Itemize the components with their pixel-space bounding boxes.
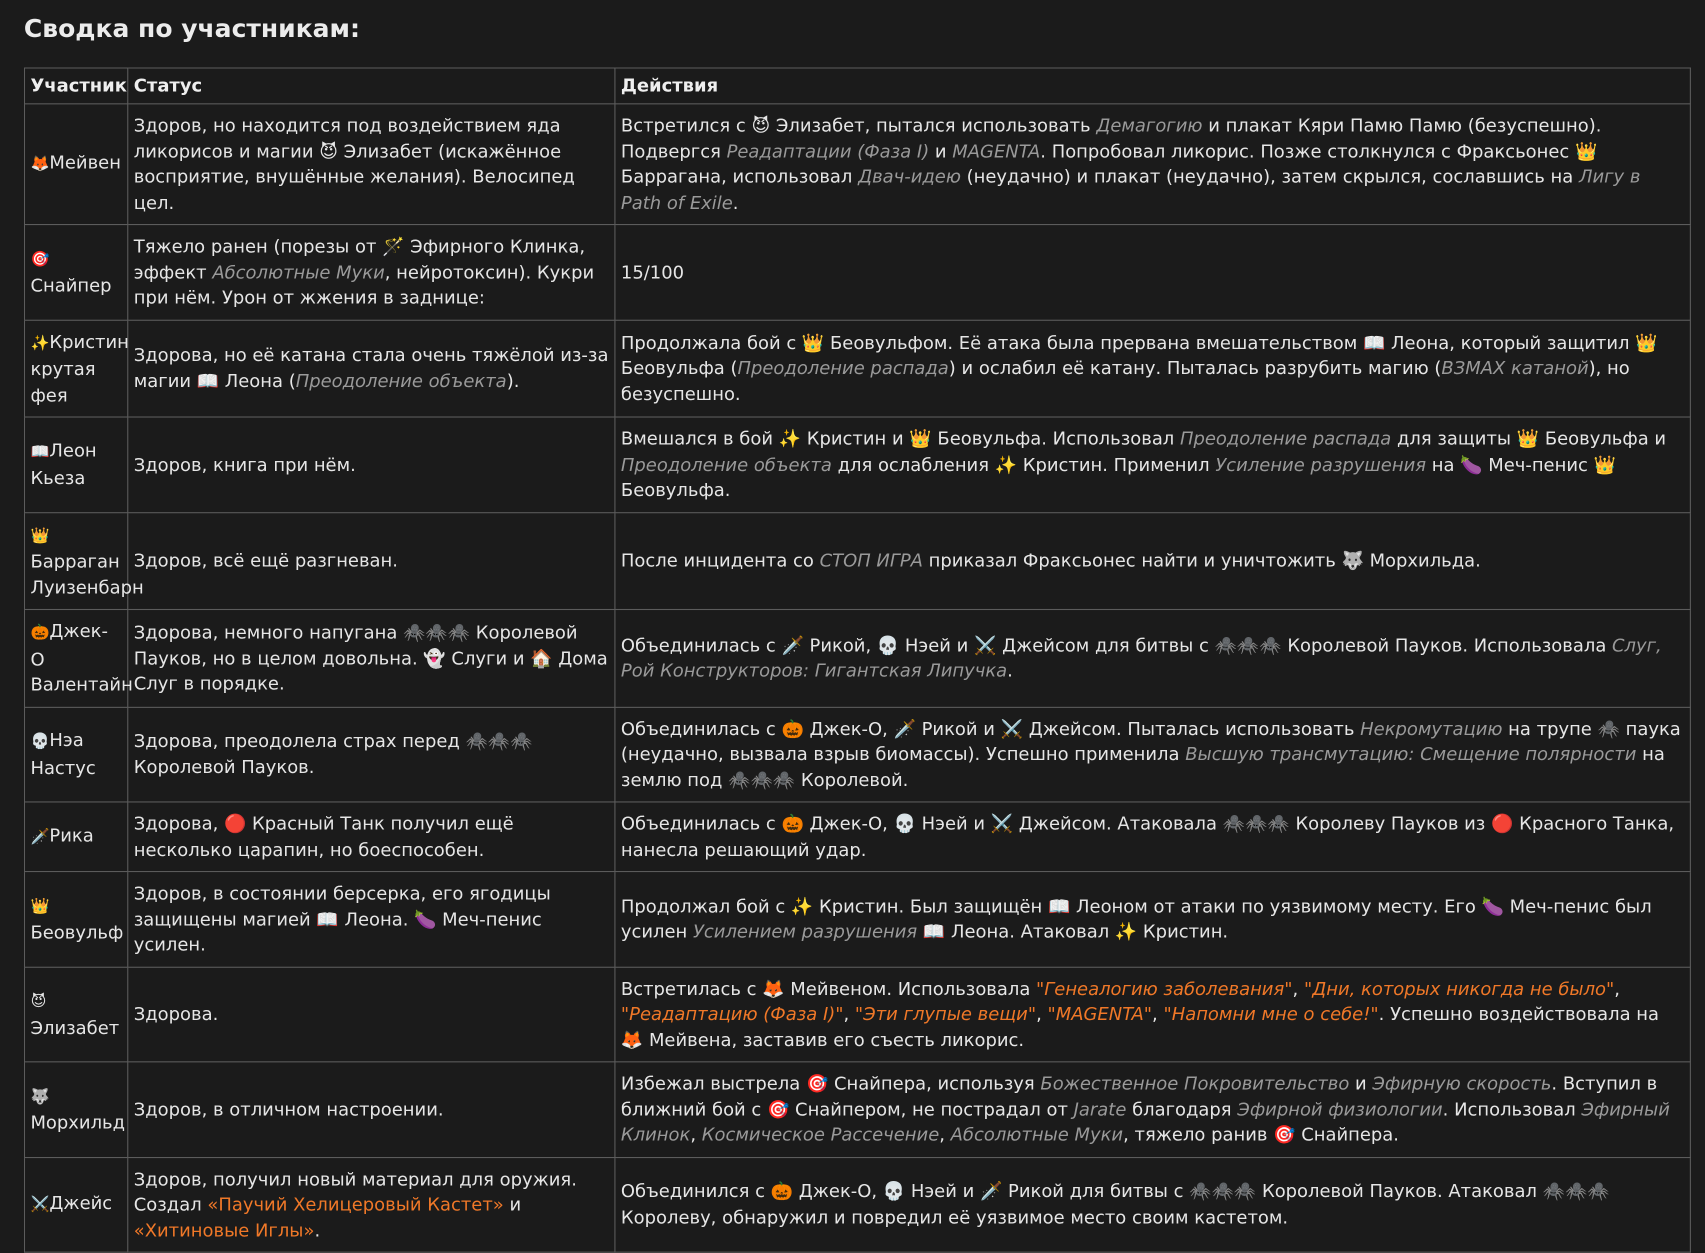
text-segment: Избежал выстрела bbox=[620, 1073, 806, 1094]
text-segment: 🍆 bbox=[414, 908, 437, 930]
participant-name: Снайпер bbox=[30, 275, 112, 297]
text-segment: Леона ( bbox=[219, 370, 296, 392]
text-segment: 🦊 bbox=[762, 978, 785, 999]
text-segment: 🎃 bbox=[781, 718, 804, 739]
status-cell bbox=[128, 320, 615, 417]
actions-cell bbox=[615, 512, 1690, 609]
table-row bbox=[24, 104, 1690, 225]
participant-emoji-icon: 🎃 bbox=[30, 624, 50, 642]
text-segment: ). bbox=[506, 370, 520, 392]
text-segment: Нэей и bbox=[915, 813, 991, 835]
text-segment: Королевой Пауков. Использовала bbox=[1281, 634, 1613, 656]
actions-cell bbox=[615, 707, 1690, 802]
participant-cell bbox=[24, 967, 127, 1062]
table-row bbox=[24, 417, 1690, 512]
actions-cell bbox=[615, 225, 1690, 320]
section-heading: Сводка по участникам: bbox=[23, 15, 360, 44]
table-row bbox=[24, 512, 1690, 609]
actions-cell bbox=[615, 104, 1690, 225]
status-cell bbox=[128, 872, 615, 967]
styled-term: Реадаптации (Фаза I) bbox=[726, 140, 930, 162]
text-segment: После инцидента со bbox=[620, 550, 820, 571]
text-segment: Красный Танк получил ещё несколько царапин, но боеспособен. bbox=[133, 813, 514, 860]
participant-name: Беовульф bbox=[30, 922, 124, 944]
table-row bbox=[24, 225, 1690, 320]
text-segment: Дома Слуг в порядке. bbox=[133, 647, 608, 694]
participant-emoji-icon: 💀 bbox=[30, 733, 50, 751]
text-segment: Здоров, в состоянии берсерка, его ягодицы защищены магией bbox=[133, 882, 551, 930]
participant-emoji-icon: 📖 bbox=[30, 443, 50, 461]
text-segment: , bbox=[690, 1124, 702, 1146]
text-segment: Кристин. Применил bbox=[1017, 453, 1216, 475]
text-segment: на трупе bbox=[1502, 718, 1598, 739]
text-segment: ⚔️ bbox=[974, 634, 997, 656]
text-segment: Нэей и bbox=[905, 1181, 980, 1202]
styled-term: Демагогию bbox=[1096, 115, 1203, 136]
text-segment: 🎯 bbox=[767, 1098, 790, 1120]
participant-cell bbox=[24, 1157, 127, 1252]
styled-term: Jarate bbox=[1073, 1098, 1127, 1120]
participant-name: Мейвен bbox=[49, 152, 121, 174]
table-row bbox=[24, 707, 1690, 802]
text-segment: Королевой Пауков. Атаковал bbox=[1256, 1181, 1543, 1202]
text-segment: Нэей и bbox=[899, 634, 975, 656]
text-segment: приказал Фраксьонес найти и уничтожить bbox=[922, 550, 1342, 571]
actions-cell bbox=[615, 609, 1690, 706]
styled-term: Преодоление объекта bbox=[295, 370, 507, 392]
text-segment: Рикой, bbox=[803, 634, 877, 656]
clipped-previous-text bbox=[120, 0, 620, 4]
participant-emoji-icon: 👑 bbox=[30, 897, 50, 916]
status-cell bbox=[128, 967, 615, 1062]
text-segment: 🐺 bbox=[1341, 550, 1364, 571]
styled-term: Эфирную скорость bbox=[1372, 1073, 1552, 1094]
text-segment: (неудачно) и плакат (неудачно), затем скрылся, сославшись на bbox=[960, 166, 1579, 188]
participant-cell bbox=[24, 802, 127, 872]
text-segment: ), но безуспешно. bbox=[620, 357, 1630, 404]
text-segment: 💀 bbox=[893, 813, 916, 835]
text-segment: и плакат Кяри Памю Памю (безуспешно). Подвергся bbox=[620, 115, 1602, 162]
text-segment: паука (неудачно, вызвала взрыв биомассы). Успешно применила bbox=[620, 718, 1681, 765]
text-segment: Продолжала бой с bbox=[620, 332, 802, 353]
styled-term: «Хитиновые Иглы» bbox=[133, 1219, 315, 1241]
actions-cell bbox=[615, 802, 1690, 872]
text-segment: 🪄 bbox=[382, 235, 405, 257]
text-segment: Королевой. bbox=[795, 769, 909, 790]
text-segment: Снайпера, используя bbox=[828, 1073, 1041, 1094]
text-segment: Рикой и bbox=[915, 718, 1001, 739]
table-row bbox=[24, 1157, 1690, 1252]
text-segment: , bbox=[1152, 1003, 1164, 1025]
text-segment: 🎃 bbox=[770, 1181, 794, 1202]
text-segment: 👑 bbox=[1635, 332, 1658, 353]
text-segment: Здоров, получил новый материал для оружия. Создал bbox=[133, 1168, 577, 1215]
status-cell bbox=[128, 417, 615, 512]
text-segment: Беовульфа. bbox=[620, 479, 731, 501]
text-segment: Красного Танка, нанесла решающий удар. bbox=[620, 813, 1675, 860]
text-segment: 🗡️ bbox=[781, 634, 804, 656]
participant-name: Джейс bbox=[49, 1192, 113, 1214]
styled-term: Высшую трансмутацию: Смещение полярности bbox=[1185, 743, 1637, 765]
table-header-row bbox=[24, 68, 1690, 104]
text-segment: 📖 bbox=[316, 908, 339, 930]
text-segment: ✨ bbox=[790, 895, 814, 917]
text-segment: Беовульфа. Использовал bbox=[931, 428, 1180, 450]
participant-cell bbox=[24, 609, 133, 706]
actions-cell bbox=[615, 1062, 1690, 1157]
text-segment: . bbox=[314, 1219, 321, 1241]
text-segment: 💀 bbox=[876, 634, 900, 656]
text-segment: Здорова, bbox=[133, 813, 224, 835]
styled-term: MAGENTA bbox=[952, 140, 1041, 162]
styled-term: Усиление разрушения bbox=[1215, 453, 1427, 475]
text-segment: 🗡️ bbox=[979, 1181, 1003, 1202]
actions-cell bbox=[615, 967, 1690, 1062]
actions-cell bbox=[615, 1157, 1690, 1252]
participant-cell bbox=[24, 225, 127, 320]
text-segment: на bbox=[1426, 453, 1461, 475]
text-segment: Объединилась с bbox=[620, 718, 782, 739]
participant-emoji-icon: 👑 bbox=[30, 526, 50, 545]
text-segment: 🎯 bbox=[805, 1073, 829, 1094]
text-segment: 📖 bbox=[196, 370, 220, 392]
text-segment: 🍆 bbox=[1460, 453, 1483, 475]
text-segment: . Попробовал ликорис. Позже столкнулся с Фраксьонес bbox=[1040, 140, 1576, 162]
participant-cell bbox=[24, 104, 127, 225]
participant-name: Нэа Настус bbox=[30, 729, 96, 779]
text-segment: 💀 bbox=[882, 1181, 906, 1202]
text-segment: 👑 bbox=[1516, 428, 1540, 450]
text-segment: на землю под bbox=[620, 743, 1665, 790]
text-segment: Кристин. Был защищён bbox=[813, 895, 1048, 917]
participant-name: Морхильд bbox=[30, 1112, 126, 1134]
styled-term: Эфирной физиологии bbox=[1237, 1098, 1443, 1120]
text-segment: Леона. Атаковал bbox=[945, 921, 1115, 942]
text-segment: 🔴 bbox=[1491, 813, 1514, 835]
text-segment: для защиты bbox=[1391, 428, 1517, 450]
text-segment: Здоров, но находится под воздействием яда ликорисов и магии bbox=[133, 115, 561, 162]
text-segment: 😈 bbox=[319, 140, 338, 162]
text-segment: . bbox=[1007, 660, 1013, 681]
participant-name: Элизабет bbox=[30, 1017, 120, 1039]
styled-term: Абсолютные Муки bbox=[212, 261, 385, 283]
table-row bbox=[24, 1062, 1690, 1157]
text-segment: Мейвеном. Использовала bbox=[784, 978, 1037, 999]
styled-term: Космическое Рассечение bbox=[701, 1124, 940, 1146]
text-segment: . Успешно воздействовала на bbox=[1378, 1003, 1659, 1025]
participant-name: Леон Кьеза bbox=[30, 440, 97, 489]
styled-term: "Напомни мне о себе!" bbox=[1163, 1003, 1379, 1025]
text-segment: Королеву Пауков из bbox=[1289, 813, 1492, 835]
text-segment: и bbox=[929, 140, 953, 162]
text-segment: Вмешался в бой bbox=[620, 428, 779, 450]
text-segment: 📖 bbox=[1047, 895, 1071, 917]
text-segment: Леона, который защитил bbox=[1385, 332, 1636, 353]
text-segment: благодаря bbox=[1126, 1098, 1238, 1120]
text-segment: Здорова. bbox=[133, 1003, 219, 1025]
text-segment: 🕷️ bbox=[1597, 718, 1620, 739]
styled-term: Лигу в Path of Exile bbox=[620, 166, 1641, 213]
text-segment: 👑 bbox=[801, 332, 825, 353]
text-segment: Меч-пенис bbox=[1482, 453, 1594, 475]
text-segment: Беовульфом. Её атака была прервана вмешательством bbox=[824, 332, 1363, 353]
text-segment: , bbox=[939, 1124, 951, 1146]
participant-emoji-icon: ✨ bbox=[30, 334, 50, 352]
text-segment: , bbox=[843, 1003, 855, 1025]
styled-term: Абсолютные Муки bbox=[950, 1124, 1124, 1146]
text-segment: 🕷️🕷️🕷️ bbox=[1542, 1181, 1610, 1202]
text-segment: 15/100 bbox=[620, 261, 685, 283]
text-segment: 🕷️🕷️🕷️ bbox=[728, 769, 796, 790]
status-cell bbox=[128, 225, 615, 320]
text-segment: ) и ослабил её катану. Пыталась разрубить магию ( bbox=[948, 357, 1442, 379]
participant-cell bbox=[24, 512, 144, 609]
text-segment: , bbox=[1036, 1003, 1048, 1025]
text-segment: Продолжал бой с bbox=[620, 895, 791, 917]
text-segment: Снайпера. bbox=[1295, 1124, 1400, 1146]
text-segment: Слуги и bbox=[445, 647, 531, 669]
participant-emoji-icon: 🗡️ bbox=[30, 828, 50, 846]
text-segment: Кристин и bbox=[801, 428, 910, 450]
styled-term: СТОП ИГРА bbox=[819, 550, 923, 571]
text-segment: 🍆 bbox=[1481, 895, 1504, 917]
actions-cell bbox=[615, 872, 1690, 967]
text-segment: Снайпером, не пострадал от bbox=[789, 1098, 1074, 1120]
table-row bbox=[24, 967, 1690, 1062]
participant-emoji-icon: 🎯 bbox=[30, 250, 50, 269]
column-header-actions: Действия bbox=[615, 68, 1690, 104]
text-segment: Меч-пенис был усилен bbox=[620, 895, 1652, 942]
text-segment: Баррагана, использовал bbox=[620, 166, 859, 188]
text-segment: 📖 bbox=[922, 921, 946, 942]
text-segment: Здорова, преодолела страх перед bbox=[133, 731, 466, 752]
actions-cell bbox=[615, 320, 1690, 417]
text-segment: 👑 bbox=[909, 428, 932, 450]
text-segment: . bbox=[732, 191, 739, 213]
text-segment: Джек-О, bbox=[803, 718, 894, 739]
styled-term: ВЗМАХ катаной bbox=[1441, 357, 1589, 379]
text-segment: 🕷️🕷️🕷️ bbox=[1189, 1181, 1257, 1202]
styled-term: "MAGENTA" bbox=[1047, 1003, 1153, 1025]
styled-term: "Дни, которых никогда не было" bbox=[1303, 978, 1615, 999]
table-row bbox=[24, 872, 1690, 967]
column-header-status: Статус bbox=[128, 68, 615, 104]
styled-term: Преодоление распада bbox=[1179, 428, 1392, 450]
text-segment: Меч-пенис усилен. bbox=[133, 908, 542, 955]
text-segment: Джек-О, bbox=[793, 1181, 883, 1202]
participant-emoji-icon: 🐺 bbox=[30, 1088, 50, 1106]
text-segment: Элизабет, пытался использовать bbox=[770, 115, 1097, 136]
styled-term: "Генеалогию заболевания" bbox=[1036, 978, 1293, 999]
text-segment: ✨ bbox=[994, 453, 1018, 475]
text-segment: ✨ bbox=[778, 428, 802, 450]
text-segment: Элизабет (искажённое восприятие, внушённые желания). Велосипед цел. bbox=[133, 140, 575, 213]
participant-cell bbox=[24, 417, 127, 512]
status-cell bbox=[128, 1157, 615, 1252]
text-segment: Королеву, обнаружил и повредил её уязвимое место своим кастетом. bbox=[620, 1206, 1289, 1228]
status-cell bbox=[128, 802, 615, 872]
text-segment: и bbox=[1349, 1073, 1373, 1094]
actions-cell bbox=[615, 417, 1690, 512]
text-segment: Джейсом. Пыталась использовать bbox=[1022, 718, 1361, 739]
text-segment: 🕷️🕷️🕷️ bbox=[465, 731, 533, 752]
text-segment: 👑 bbox=[1575, 140, 1598, 162]
participant-cell bbox=[24, 872, 127, 967]
participant-name: Барраган Луизенбарн bbox=[30, 551, 144, 598]
text-segment: Королевой Пауков. bbox=[133, 756, 315, 778]
text-segment: Беовульфа и bbox=[1539, 428, 1667, 450]
text-segment: Здорова, немного напугана bbox=[133, 621, 404, 643]
text-segment: Леоном от атаки по уязвимому месту. Его bbox=[1070, 895, 1482, 917]
text-segment: Встретился с bbox=[620, 115, 752, 136]
styled-term: Некромутацию bbox=[1360, 718, 1503, 739]
text-segment: 🕷️🕷️🕷️ bbox=[1214, 634, 1282, 656]
text-segment: . Вступил в ближний бой с bbox=[620, 1073, 1658, 1120]
text-segment: Здорова, но её катана стала очень тяжёлой из-за магии bbox=[133, 344, 609, 392]
participants-table bbox=[24, 67, 1691, 1252]
styled-term: Слуг, Рой Конструкторов: Гигантская Липучка bbox=[620, 634, 1662, 681]
text-segment: 🦊 bbox=[620, 1029, 644, 1050]
text-segment: . Использовал bbox=[1442, 1098, 1582, 1120]
styled-term: Преодоление объекта bbox=[620, 453, 832, 475]
styled-term: Эфирный Клинок bbox=[620, 1098, 1670, 1146]
text-segment: Объединился с bbox=[620, 1181, 771, 1202]
text-segment: ⚔️ bbox=[1000, 718, 1023, 739]
table-body bbox=[24, 104, 1690, 1252]
text-segment: Джек-О, bbox=[803, 813, 894, 835]
styled-term: «Паучий Хелицеровый Кастет» bbox=[207, 1193, 504, 1215]
text-segment: 😈 bbox=[751, 115, 771, 136]
styled-term: Усилением разрушения bbox=[692, 921, 918, 942]
status-cell bbox=[128, 1062, 615, 1157]
text-segment: 🕷️🕷️🕷️ bbox=[1222, 813, 1290, 835]
text-segment: Объединилась с bbox=[620, 813, 782, 835]
participant-cell bbox=[24, 320, 127, 417]
styled-term: Божественное Покровительство bbox=[1040, 1073, 1350, 1094]
table-row bbox=[24, 320, 1690, 417]
text-segment: Тяжело ранен (порезы от bbox=[133, 235, 383, 257]
text-segment: Объединилась с bbox=[620, 634, 782, 656]
text-segment: Эфирного Клинка, эффект bbox=[133, 235, 586, 283]
participant-emoji-icon: 😈 bbox=[30, 993, 47, 1011]
styled-term: Преодоление распада bbox=[737, 357, 949, 379]
column-header-participant: Участник bbox=[24, 68, 127, 104]
text-segment: ⚔️ bbox=[990, 813, 1014, 835]
text-segment: и bbox=[503, 1193, 522, 1215]
text-segment: , нейротоксин). Кукри при нём. Урон от жжения в заднице: bbox=[133, 261, 595, 308]
text-segment: 🗡️ bbox=[893, 718, 916, 739]
text-segment: Здоров, книга при нём. bbox=[133, 453, 356, 475]
text-segment: Морхильда. bbox=[1363, 550, 1481, 571]
participant-emoji-icon: 🦊 bbox=[30, 155, 50, 174]
styled-term: "Реадаптацию (Фаза I)" bbox=[620, 1003, 844, 1025]
participant-cell bbox=[24, 1062, 127, 1157]
text-segment: 📖 bbox=[1362, 332, 1386, 353]
text-segment: Мейвена, заставив его съесть ликорис. bbox=[643, 1029, 1025, 1050]
text-segment: Встретилась с bbox=[620, 978, 763, 999]
text-segment: Королевой Пауков, но в целом довольна. bbox=[133, 621, 578, 669]
text-segment: 🎃 bbox=[781, 813, 804, 835]
text-segment: Беовульфа ( bbox=[620, 357, 738, 379]
text-segment: 🔴 bbox=[223, 813, 247, 835]
text-segment: Джейсом для битвы с bbox=[996, 634, 1215, 656]
text-segment: 🏠 bbox=[530, 647, 553, 669]
text-segment: Рикой для битвы с bbox=[1002, 1181, 1190, 1202]
text-segment: 👑 bbox=[1593, 453, 1616, 475]
participant-name: Джек-О Валентайн bbox=[30, 620, 133, 695]
text-segment: 🕷️🕷️🕷️ bbox=[403, 621, 471, 643]
text-segment: , bbox=[1614, 978, 1620, 999]
participant-emoji-icon: ⚔️ bbox=[30, 1196, 50, 1214]
styled-term: Двач-идею bbox=[858, 166, 961, 188]
text-segment: , bbox=[1292, 978, 1304, 999]
styled-term: "Эти глупые вещи" bbox=[854, 1003, 1037, 1025]
table-row bbox=[24, 802, 1690, 872]
text-segment: 🎯 bbox=[1273, 1124, 1296, 1146]
text-segment: Здоров, в отличном настроении. bbox=[133, 1098, 444, 1120]
participant-cell bbox=[24, 707, 127, 802]
status-cell bbox=[128, 512, 615, 609]
status-cell bbox=[128, 707, 615, 802]
text-segment: , тяжело ранив bbox=[1123, 1124, 1274, 1146]
status-cell bbox=[128, 609, 615, 706]
text-segment: Кристин. bbox=[1137, 921, 1229, 942]
text-segment: Леона. bbox=[338, 908, 415, 930]
status-cell bbox=[128, 104, 615, 225]
text-segment: ✨ bbox=[1114, 921, 1138, 942]
table-row bbox=[24, 609, 1690, 706]
participant-name: Кристин крутая фея bbox=[30, 331, 129, 406]
text-segment: Джейсом. Атаковала bbox=[1013, 813, 1223, 835]
participant-name: Рика bbox=[49, 825, 94, 846]
text-segment: Здоров, всё ещё разгневан. bbox=[133, 550, 398, 571]
text-segment: для ослабления bbox=[831, 453, 995, 475]
text-segment: 👻 bbox=[423, 647, 446, 669]
